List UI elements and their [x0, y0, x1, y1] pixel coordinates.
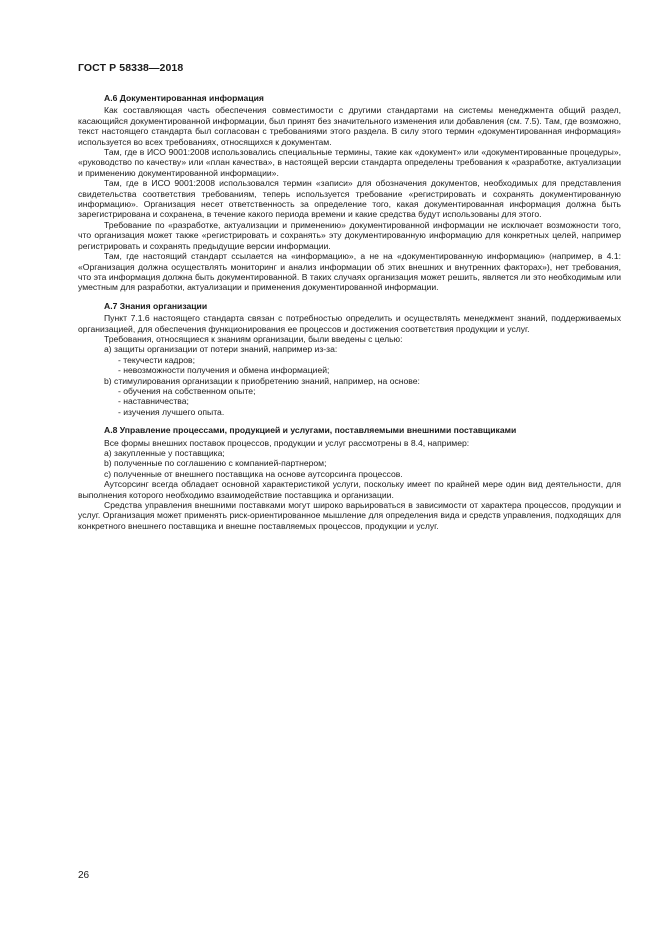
paragraph: Требование по «разработке, актуализации и применению» документированной информации не исключает возможности того, что организация может также «регистрировать и сохранять» эту документированную информацию для конкретных целей, например регистрировать и сохранять предыдущие версии информации.	[78, 219, 621, 251]
list-item: c) полученные от внешнего поставщика на основе аутсорсинга процессов.	[104, 468, 403, 479]
paragraph: Все формы внешних поставок процессов, продукции и услуг рассмотрены в 8.4, например:	[104, 437, 470, 448]
sub-list-item: - невозможности получения и обмена информацией;	[118, 365, 330, 376]
paragraph: Как составляющая часть обеспечения совместимости с другими стандартами на системы менеджмента общий раздел, касающийся документированной информации, был принят без значительного изменения или добавления (см. 7.5). Там, где возможно, текст настоящего стандарта был согласован с требованиями этого раздела. В силу этого термин «документированная информация» используется во всех требованиях, относящихся к документам.	[78, 105, 621, 147]
paragraph: Там, где в ИСО 9001:2008 использовался термин «записи» для обозначения документов, необходимых для представления свидетельства соответствия требованиям, теперь используется требование «регистрировать и сохранять документированную информацию». Организация несет ответственность за определение того, какая документированная информация должна быть зарегистрирована и сохранена, в течение какого периода времени и какие средства будут использованы для этого.	[78, 178, 621, 220]
section-title: А.7 Знания организации	[104, 300, 208, 311]
paragraph: Средства управления внешними поставками могут широко варьироваться в зависимости от характера процессов, продукции и услуг. Организация может применять риск-ориентированное мышление для определения вида и средств управления, подходящих для конкретного внешнего поставщика и внешне поставляемых процессов, продукции и услуг.	[78, 500, 621, 531]
list-item: а) закупленные у поставщика;	[104, 448, 225, 458]
list-item: b) стимулирования организации к приобретению знаний, например, на основе:	[104, 375, 420, 386]
paragraph: Там, где в ИСО 9001:2008 использовались специальные термины, такие как «документ» или «документированные процедуры», «руководство по качеству» или «план качества», в настоящей версии стандарта определены требования к «разработке, актуализации и применению документированной информации».	[78, 147, 621, 178]
document-header: ГОСТ Р 58338—2018	[78, 62, 184, 74]
list-item: а) защиты организации от потери знаний, например из-за:	[104, 344, 338, 355]
sub-list-item: - обучения на собственном опыте;	[118, 385, 256, 396]
paragraph: Требования, относящиеся к знаниям организации, были введены с целью:	[104, 333, 403, 344]
list-item: b) полученные по соглашению с компанией-партнером;	[104, 458, 327, 469]
section-title: А.8 Управление процессами, продукцией и услугами, поставляемыми внешними поставщиками	[104, 425, 517, 436]
section-title: А.6 Документированная информация	[104, 93, 264, 103]
page-content	[78, 93, 621, 531]
sub-list-item: - текучести кадров;	[118, 354, 195, 365]
page-number: 26	[78, 870, 90, 881]
sub-list-item: - наставничества;	[118, 396, 189, 407]
paragraph: Пункт 7.1.6 настоящего стандарта связан с потребностью определить и осуществлять менеджмент знаний, поддерживаемых организацией, для обеспечения функционирования ее процессов и достижения соответствия продукции и услуг.	[78, 313, 621, 334]
paragraph: Аутсорсинг всегда обладает основной характеристикой услуги, поскольку имеет по крайней мере один вид деятельности, для выполнения которого необходимо взаимодействие поставщика и организации.	[78, 479, 621, 500]
sub-list-item: - изучения лучшего опыта.	[118, 406, 225, 417]
paragraph: Там, где настоящий стандарт ссылается на «информацию», а не на «документированную информацию» (например, в 4.1: «Организация должна осуществлять мониторинг и анализ информации об этих внешних и внутренних факторах»), нет требования, что эта информация должна быть документированной. В таких случаях организация может решить, является ли это необходимым или уместным для разработки, актуализации и применения документированной информации.	[78, 251, 621, 293]
